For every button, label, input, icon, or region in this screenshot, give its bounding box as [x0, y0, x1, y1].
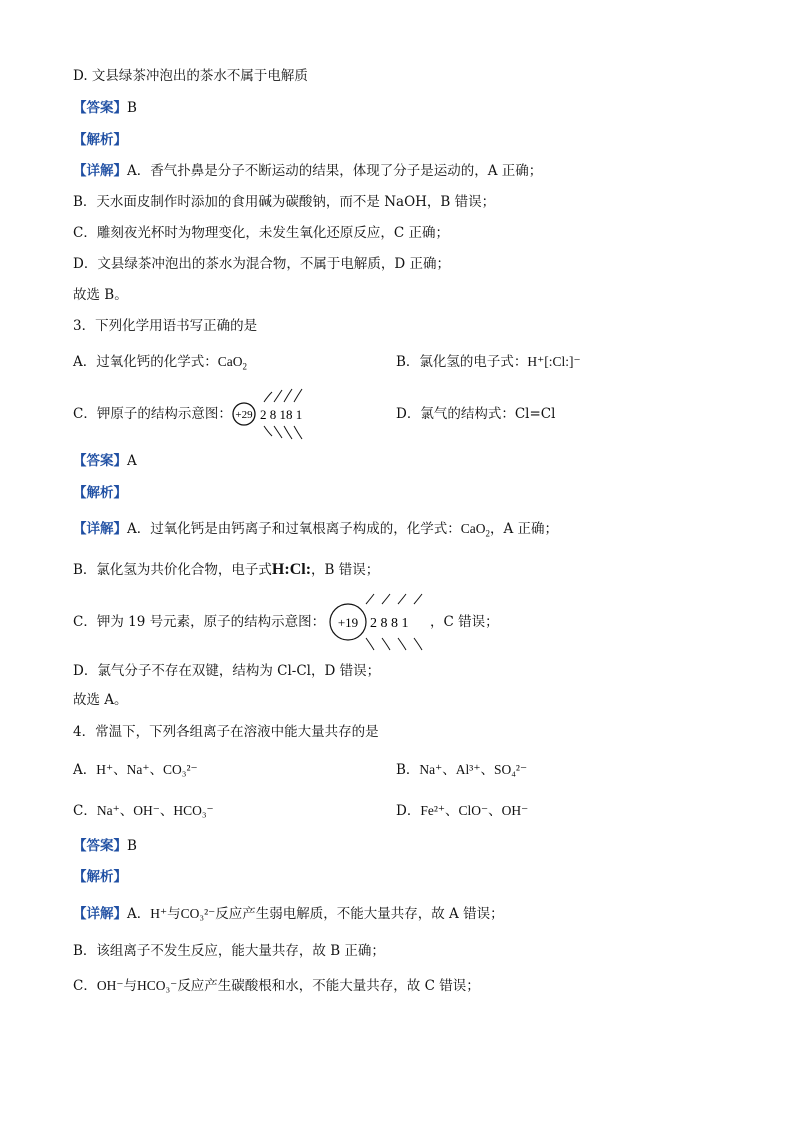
hcl-electron-formula: H⁺[:Cl:]⁻: [527, 354, 581, 369]
k-atom-wrong-diagram: [228, 388, 308, 440]
q2-answer-line: [73, 98, 137, 118]
q3-conclusion: 故选 A。: [73, 692, 128, 708]
q4-answer-line: 【答案】B: [73, 838, 137, 854]
q3-answer-line: 【答案】A: [73, 453, 137, 469]
cao2-formula: CaO$_2$: [460, 521, 490, 539]
q3-option-b: B．氯化氢的电子式：H⁺[:Cl:]⁻: [396, 354, 581, 370]
q3-detail-3-tail: ，C 错误；: [430, 614, 499, 630]
q3-stem: 3．下列化学用语书写正确的是: [73, 318, 258, 334]
q4-option-c: C．Na⁺、OH⁻、HCO₃⁻: [73, 803, 214, 819]
q4-detail-1: 【详解】A．H⁺与CO₃²⁻反应产生弱电解质，不能大量共存，故 A 错误；: [73, 906, 504, 922]
answer-value: B: [127, 100, 137, 116]
q4-stem: 4．常温下，下列各组离子在溶液中能大量共存的是: [73, 724, 379, 740]
q3-option-d: D．氯气的结构式：Cl=Cl: [396, 406, 556, 422]
q3-option-a: A．过氧化钙的化学式：CaO$_2$: [73, 354, 247, 372]
q2-detail-4: D．文县绿茶冲泡出的茶水为混合物，不属于电解质，D 正确；: [73, 256, 450, 272]
cao2-formula: CaO$_2$: [217, 354, 247, 372]
hcl-covalent-formula: H:Cl:: [271, 561, 312, 578]
q4-detail-2: B．该组离子不发生反应，能大量共存，故 B 正确；: [73, 943, 385, 959]
q4-option-a: A．H⁺、Na⁺、CO₃²⁻: [73, 762, 198, 778]
shell-numbers: 2 8 8 1: [370, 616, 409, 631]
k-atom-correct-diagram: [326, 592, 436, 652]
q3-option-c: C．钾原子的结构示意图：: [73, 406, 232, 422]
q3-detail-3: C．钾为 19 号元素，原子的结构示意图：: [73, 614, 326, 630]
q2-conclusion: 故选 B。: [73, 287, 128, 303]
q2-option-d: D. 文县绿茶冲泡出的茶水不属于电解质: [73, 68, 308, 84]
answer-tag: 【答案】: [73, 100, 127, 116]
q4-detail-3: C．OH⁻与HCO₃⁻反应产生碳酸根和水，不能大量共存，故 C 错误；: [73, 978, 480, 994]
detail-tag: 【详解】: [73, 163, 127, 179]
nucleus-label: +19: [337, 615, 359, 630]
q3-detail-1: 【详解】A．过氧化钙是由钙离子和过氧根离子构成的，化学式：CaO$_2$，A 正确；: [73, 521, 559, 539]
q3-detail-2: B．氯化氢为共价化合物，电子式H:Cl:，B 错误；: [73, 561, 380, 578]
q3-detail-4: D．氯气分子不存在双键，结构为 Cl-Cl，D 错误；: [73, 663, 381, 679]
q4-option-d: D．Fe²⁺、ClO⁻、OH⁻: [396, 803, 529, 819]
q2-analysis-tag: 【解析】: [73, 132, 127, 148]
q4-analysis-tag: 【解析】: [73, 869, 127, 885]
q3-analysis-tag: 【解析】: [73, 485, 127, 501]
shell-numbers: 2 8 18 1: [260, 407, 303, 422]
q2-detail-3: C．雕刻夜光杯时为物理变化，未发生氧化还原反应，C 正确；: [73, 225, 449, 241]
q2-detail-2: B．天水面皮制作时添加的食用碱为碳酸钠，而不是 NaOH，B 错误；: [73, 194, 496, 210]
nucleus-label: +29: [235, 409, 253, 421]
q4-option-b: B．Na⁺、Al³⁺、SO₄²⁻: [396, 762, 528, 778]
q2-detail-1: 【详解】A．香气扑鼻是分子不断运动的结果，体现了分子是运动的，A 正确；: [73, 163, 543, 179]
